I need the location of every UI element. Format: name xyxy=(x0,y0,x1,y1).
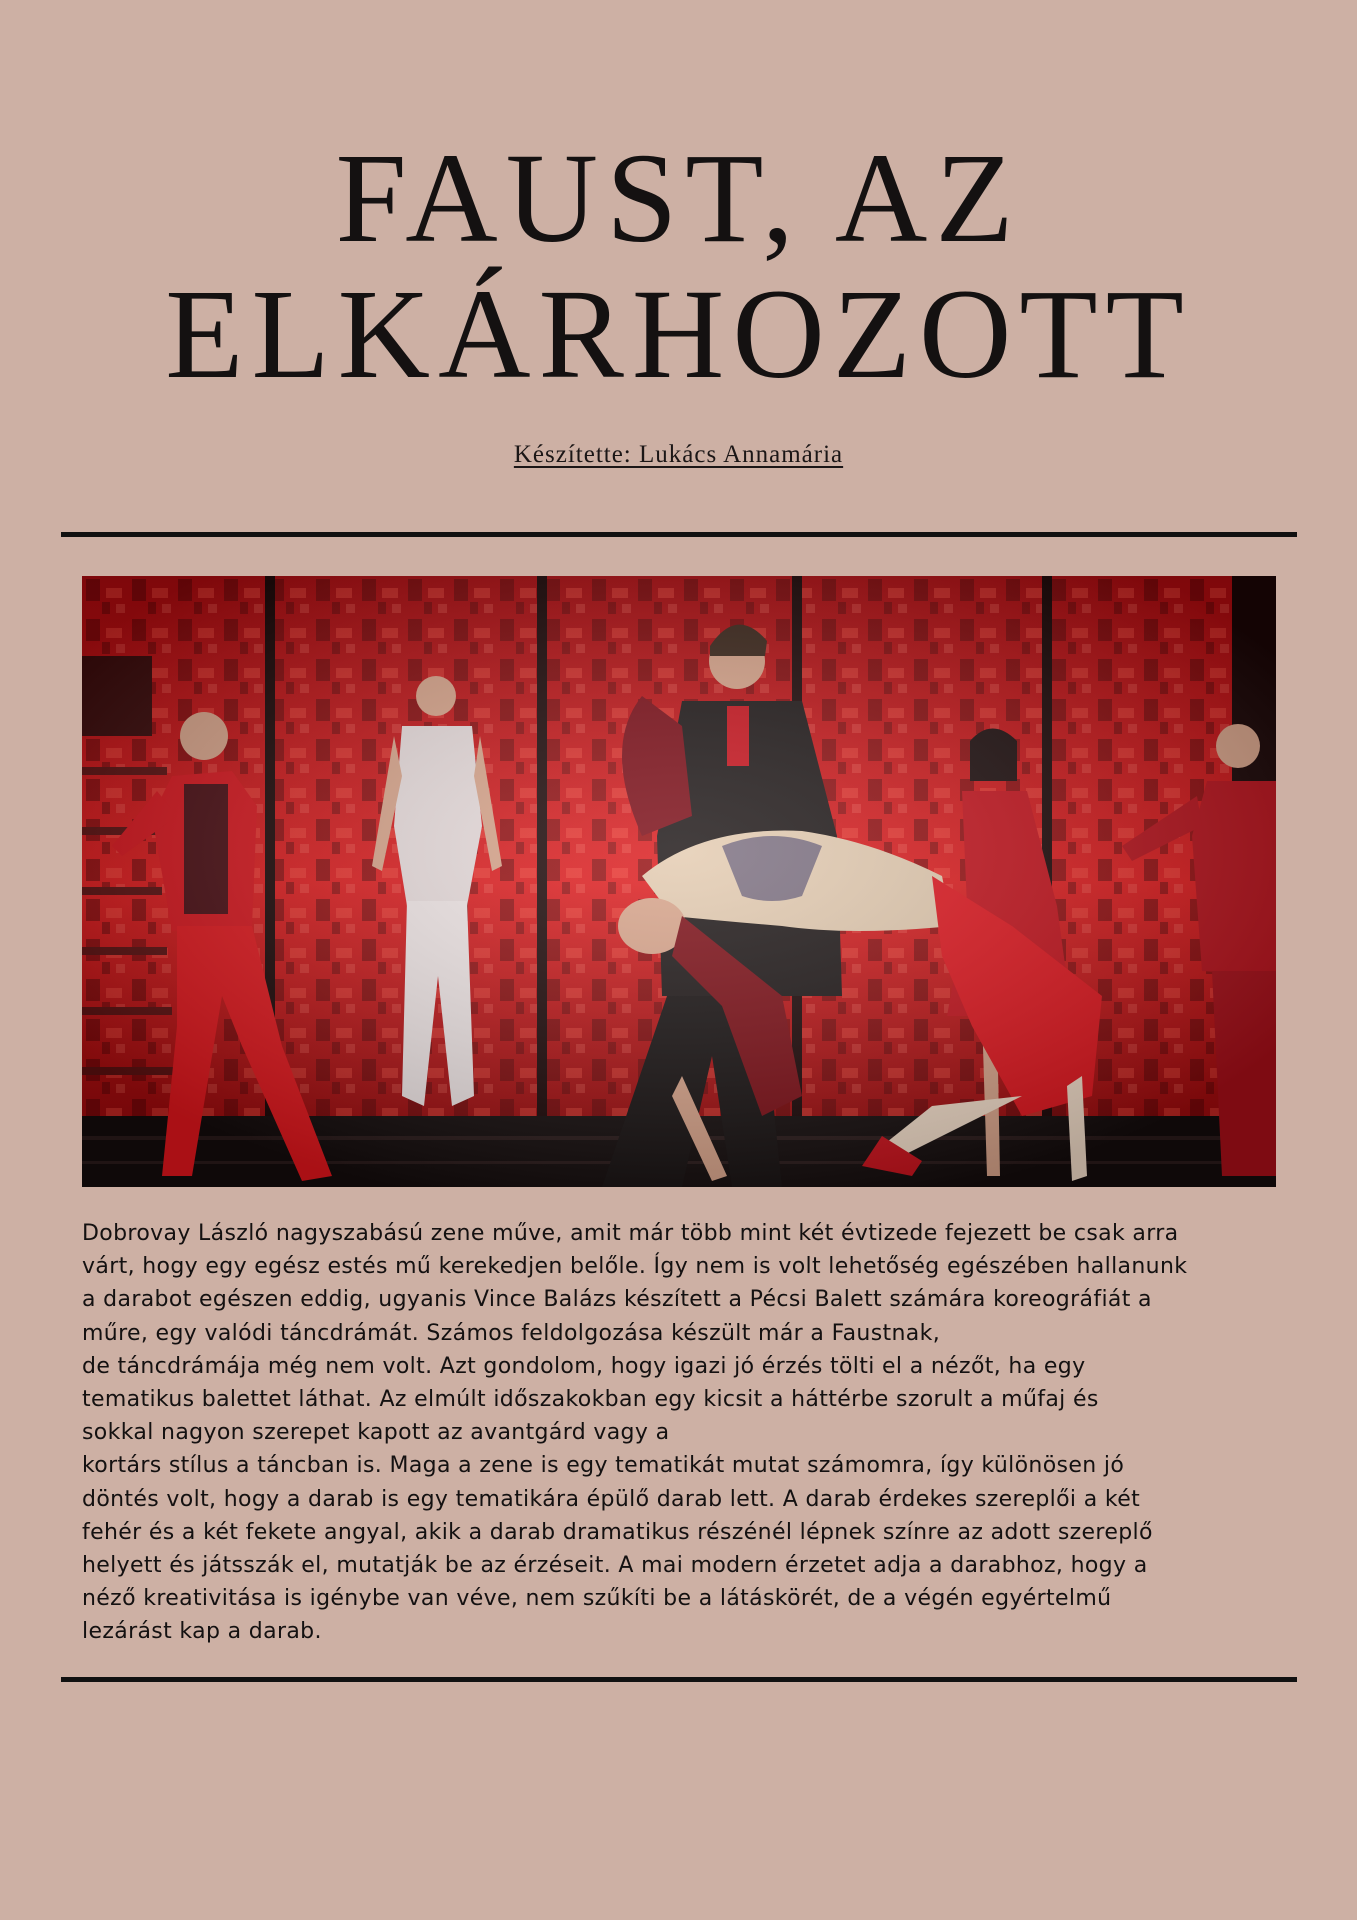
author-byline: Készítette: Lukács Annamária xyxy=(513,441,844,468)
divider-bottom xyxy=(61,1677,1297,1682)
article-line: lezárást kap a darab. xyxy=(82,1619,322,1645)
article-line: néző kreativitása is igénybe van véve, nem szűkíti be a látáskörét, de a végén egyértelmű xyxy=(82,1586,1112,1612)
article-title xyxy=(0,127,1357,405)
article-line: tematikus balettet láthat. Az elmúlt időszakokban egy kicsit a háttérbe szorult a műfaj és xyxy=(82,1387,1099,1413)
article-line: várt, hogy egy egész estés mű kerekedjen belőle. Így nem is volt lehetőség egészében hallanunk xyxy=(82,1254,1188,1280)
article-line: döntés volt, hogy a darab is egy tematikára épülő darab lett. A darab érdekes szereplői a két xyxy=(82,1486,1141,1512)
stage-photo xyxy=(82,576,1276,1187)
article-line: műre, egy valódi táncdrámát. Számos feldolgozása készült már a Faustnak, xyxy=(82,1320,941,1346)
title-line-1: FAUST, AZ xyxy=(335,127,1022,269)
divider-top xyxy=(61,532,1297,537)
article-line: kortárs stílus a táncban is. Maga a zene is egy tematikát mutat számomra, így különösen jó xyxy=(82,1453,1125,1479)
article-line: sokkal nagyon szerepet kapott az avantgárd vagy a xyxy=(82,1420,670,1446)
article-line: de táncdrámája még nem volt. Azt gondolom, hogy igazi jó érzés tölti el a nézőt, ha egy xyxy=(82,1353,1086,1379)
article-body xyxy=(82,1217,1282,1649)
article-line: a darabot egészen eddig, ugyanis Vince Balázs készített a Pécsi Balett számára koreográfiát a xyxy=(82,1287,1152,1313)
article-line: Dobrovay László nagyszabású zene műve, amit már több mint két évtizede fejezett be csak arra xyxy=(82,1221,1179,1246)
stage-photo-illustration xyxy=(82,576,1276,1187)
article-line: fehér és a két fekete angyal, akik a darab dramatikus részénél lépnek színre az adott szereplő xyxy=(82,1519,1153,1545)
article-line: helyett és játsszák el, mutatják be az érzéseit. A mai modern érzetet adja a darabhoz, hogy a xyxy=(82,1553,1148,1579)
title-line-2: ELKÁRHOZOTT xyxy=(165,263,1192,405)
